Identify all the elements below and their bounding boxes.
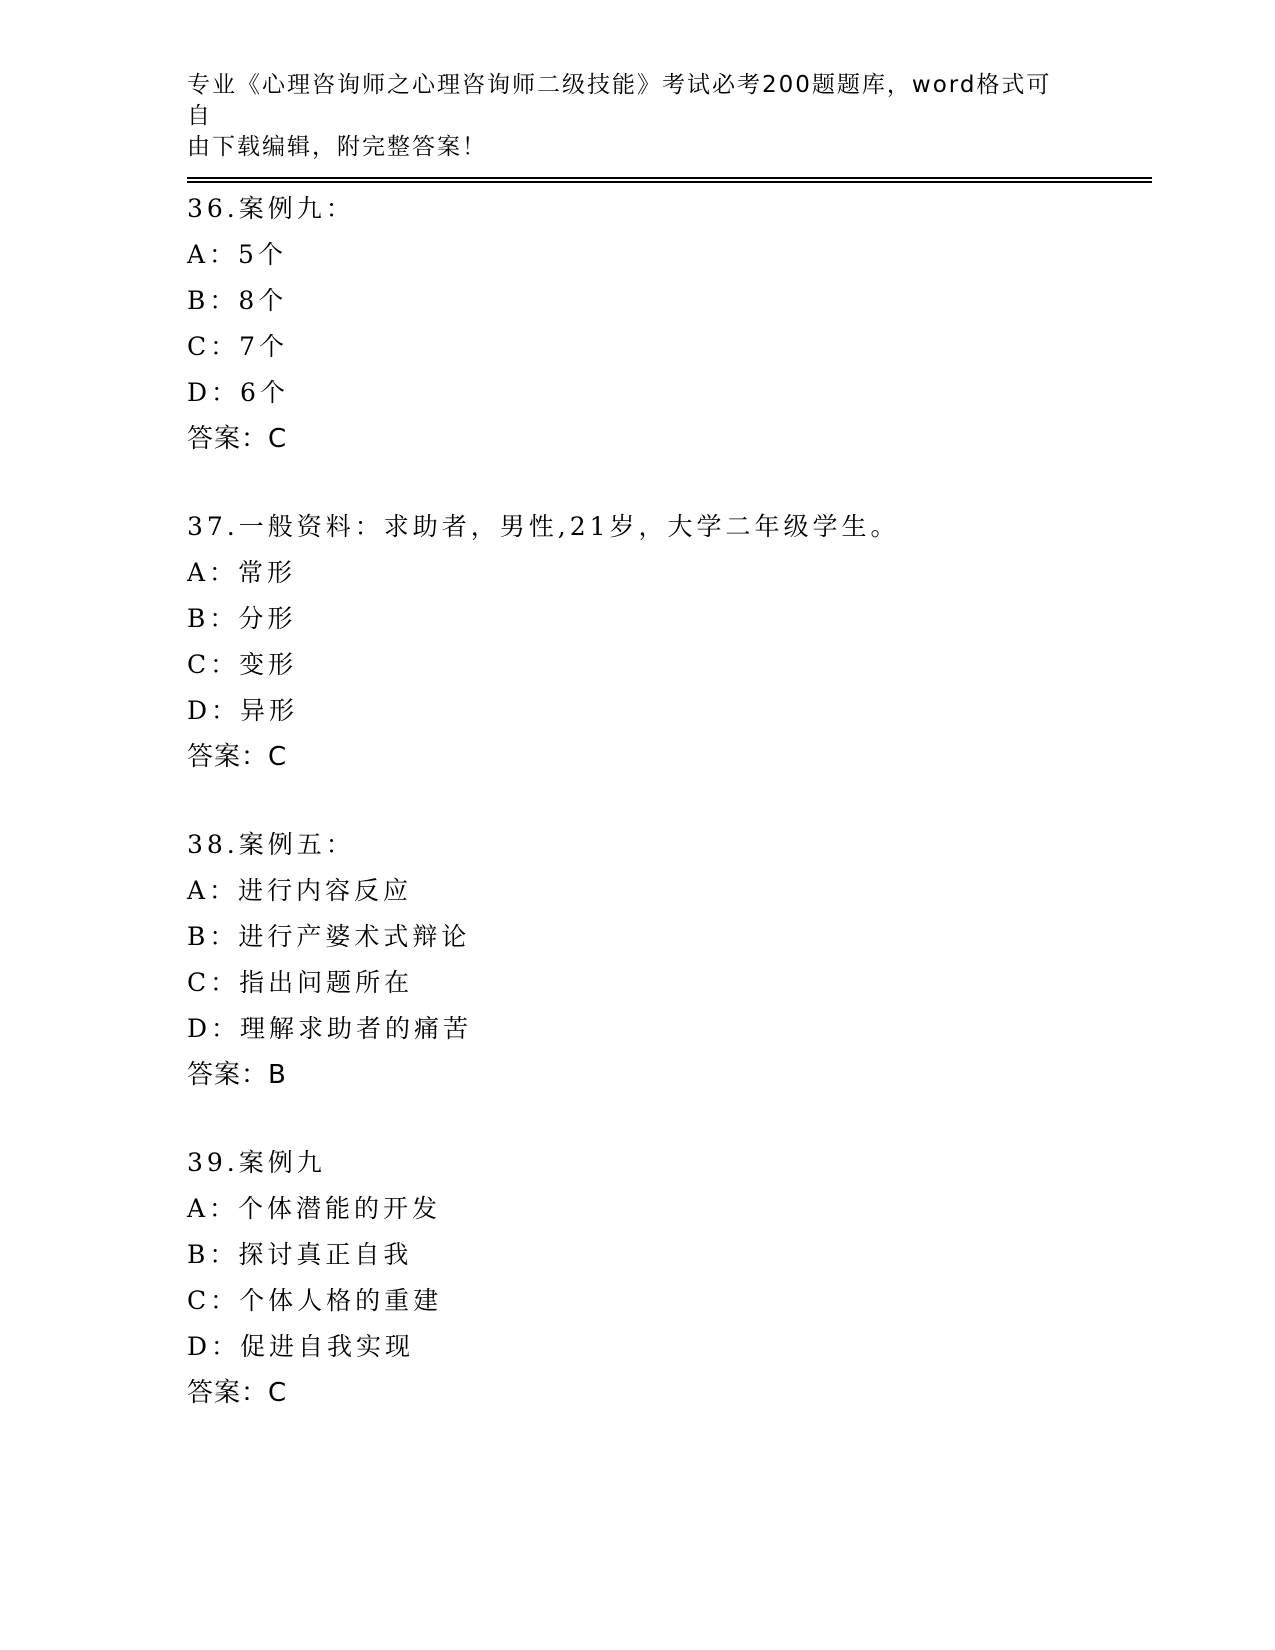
header-line-2: 由下载编辑，附完整答案！	[187, 134, 487, 160]
question-36	[187, 186, 1147, 462]
option-a: A：常形	[187, 558, 297, 587]
option-c: C：指出问题所在	[187, 968, 414, 997]
option-b: B：探讨真正自我	[187, 1240, 413, 1269]
answer-line: 答案：B	[187, 1060, 287, 1090]
header-divider	[187, 177, 1152, 183]
option-c: C：个体人格的重建	[187, 1286, 443, 1315]
option-a: A：进行内容反应	[187, 876, 413, 905]
option-c: C：变形	[187, 650, 298, 679]
option-b: B：8个	[187, 286, 288, 315]
option-a: A：个体潜能的开发	[187, 1194, 442, 1223]
question-stem: 39.案例九	[187, 1148, 326, 1177]
option-d: D：异形	[187, 696, 299, 725]
question-39	[187, 1140, 1147, 1416]
option-b: B：分形	[187, 604, 297, 633]
option-d: D：理解求助者的痛苦	[187, 1014, 473, 1043]
option-d: D：促进自我实现	[187, 1332, 415, 1361]
answer-line: 答案：C	[187, 1378, 288, 1408]
option-d: D：6个	[187, 378, 289, 407]
header-line-1: 专业《心理咨询师之心理咨询师二级技能》考试必考200题题库，word格式可自	[187, 72, 1052, 129]
option-a: A：5个	[187, 240, 287, 269]
answer-line: 答案：C	[187, 424, 288, 454]
question-stem: 36.案例九：	[187, 194, 355, 223]
option-c: C：7个	[187, 332, 289, 361]
answer-line: 答案：C	[187, 742, 288, 772]
question-38	[187, 822, 1147, 1098]
option-b: B：进行产婆术式辩论	[187, 922, 471, 951]
question-stem: 37.一般资料：求助者，男性,21岁，大学二年级学生。	[187, 512, 900, 541]
question-stem: 38.案例五：	[187, 830, 355, 859]
document-header	[187, 70, 1067, 163]
question-list	[187, 186, 1147, 1458]
question-37	[187, 504, 1147, 780]
